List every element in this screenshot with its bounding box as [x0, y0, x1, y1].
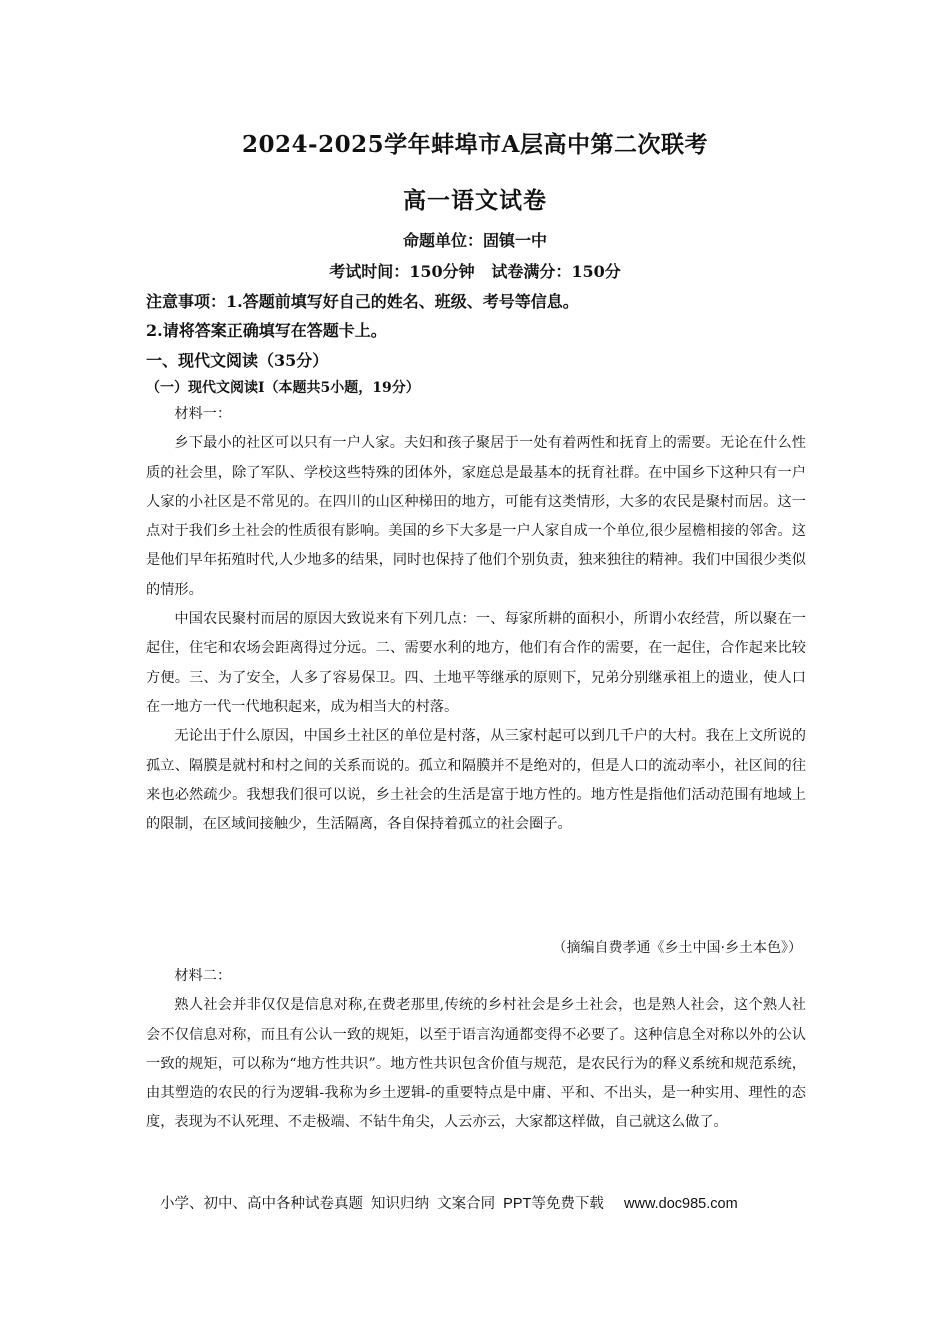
- material-two-paragraph-1: 熟人社会并非仅仅是信息对称,在费老那里,传统的乡村社会是乡土社会，也是熟人社会，这个熟人社会不仅信息对称，而且有公认一致的规矩，以至于语言沟通都变得不必要了。这种信息全对称以外的公认一致的规矩，可以称为“地方性共识”。地方性共识包含价值与规范，是农民行为的释义系统和规范系统，由其塑造的农民的行为逻辑-我称为乡土逻辑-的重要特点是中庸、平和、不出头，是一种实用、理性的态度，表现为不认死理、不走极端、不钻牛角尖，人云亦云，大家都这样做，自己就这么做了。: [146, 997, 806, 1131]
- material-one: [146, 400, 806, 839]
- material-one-paragraph-3: 无论出于什么原因，中国乡土社区的单位是村落，从三家村起可以到几千户的大村。我在上文所说的孤立、隔膜是就村和村之间的关系而说的。孤立和隔膜并不是绝对的，但是人口的流动率小，社区间的往来也必然疏少。我想我们很可以说，乡土社会的生活是富于地方性的。地方性是指他们活动范围有地域上的限制，在区域间接触少，生活隔离，各自保持着孤立的社会圈子。: [146, 728, 806, 833]
- material-one-source: （摘编自费孝通《乡土中国·乡土本色》）: [552, 940, 802, 956]
- page-footer: 小学、初中、高中各种试卷真题 知识归纳 文案合同 PPT等免费下载 www.doc985.com: [160, 1196, 738, 1212]
- section-heading: 一、现代文阅读（35分）: [146, 351, 329, 370]
- material-two-label: 材料二：: [174, 968, 232, 984]
- notes-line-1: 注意事项：1.答题前填写好自己的姓名、班级、考号等信息。: [146, 292, 579, 311]
- exam-subtitle: 高一语文试卷: [403, 187, 547, 214]
- material-one-paragraph-1: 乡下最小的社区可以只有一户人家。夫妇和孩子聚居于一处有着两性和抚育上的需要。无论在什么性质的社会里，除了军队、学校这些特殊的团体外，家庭总是最基本的抚育社群。在中国乡下这种只有一户人家的小社区是不常见的。在四川的山区种梯田的地方，可能有这类情形，大多的农民是聚村而居。这一点对于我们乡土社会的性质很有影响。美国的乡下大多是一户人家自成一个单位,很少屋檐相接的邻舍。这是他们早年拓殖时代,人少地多的结果，同时也保持了他们个别负责，独来独往的精神。我们中国很少类似的情形。: [146, 435, 806, 598]
- material-one-label: 材料一：: [174, 406, 232, 422]
- subsection-heading: （一）现代文阅读Ⅰ（本题共5小题，19分）: [146, 380, 420, 396]
- time-and-score: 考试时间：150分钟 试卷满分：150分: [329, 262, 621, 281]
- notes-line-2: 2.请将答案正确填写在答题卡上。: [146, 321, 387, 340]
- material-two: [146, 962, 806, 1138]
- exam-title: 2024-2025学年蚌埠市A层高中第二次联考: [242, 131, 708, 158]
- material-one-paragraph-2: 中国农民聚村而居的原因大致说来有下列几点：一、每家所耕的面积小，所谓小农经营，所以聚在一起住，住宅和农场会距离得过分远。二、需要水利的地方，他们有合作的需要，在一起住，合作起来比较方便。三、为了安全，人多了容易保卫。四、土地平等继承的原则下，兄弟分别继承祖上的遗业，使人口在一地方一代一代地积起来，成为相当大的村落。: [146, 611, 806, 715]
- author-unit: 命题单位：固镇一中: [402, 231, 547, 250]
